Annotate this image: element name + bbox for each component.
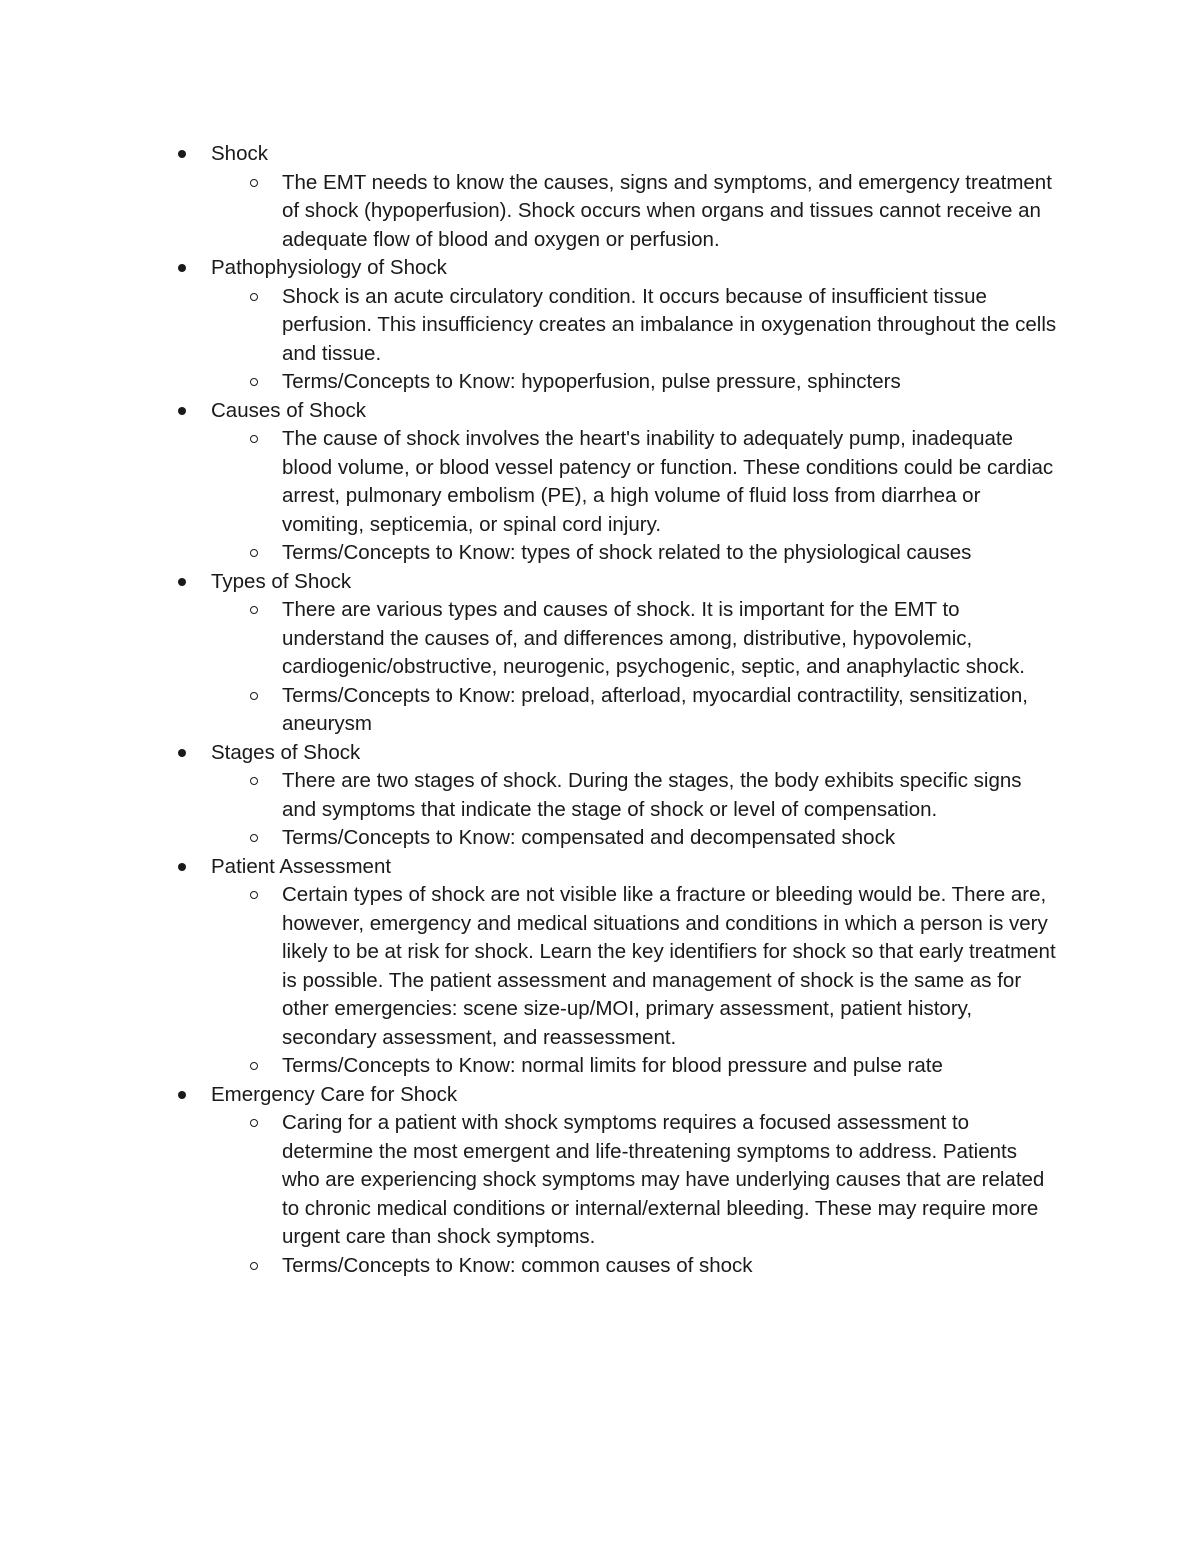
bullet-disc-icon — [178, 578, 186, 586]
bullet-circle-icon — [250, 777, 258, 785]
bullet-circle-icon — [250, 1062, 258, 1070]
topic-stages — [0, 739, 1200, 853]
topic-title: Pathophysiology of Shock — [211, 256, 447, 279]
list-item — [0, 596, 1200, 682]
bullet-disc-icon — [178, 407, 186, 415]
list-item — [0, 824, 1200, 853]
list-item-text: The cause of shock involves the heart's inability to adequately pump, inadequate blood volume, or blood vessel patency or function. These conditions could be cardiac arrest, pulmonary embolism (PE), a high volume of fluid loss from diarrhea or vomiting, septicemia, or spinal cord injury. — [282, 427, 1054, 536]
bullet-circle-icon — [250, 692, 258, 700]
subtopic-list — [0, 169, 1200, 255]
bullet-circle-icon — [250, 435, 258, 443]
list-item-text: Shock is an acute circulatory condition. It occurs because of insufficient tissue perfusion. This insufficiency creates an imbalance in oxygenation throughout the cells and tissue. — [282, 284, 1057, 365]
subtopic-list — [0, 425, 1200, 568]
bullet-circle-icon — [250, 834, 258, 842]
topic-title: Patient Assessment — [211, 854, 392, 878]
bullet-circle-icon — [250, 293, 258, 301]
bullet-disc-icon — [178, 749, 186, 757]
subtopic-list — [0, 767, 1200, 853]
list-item-text: Caring for a patient with shock symptoms requires a focused assessment to determine the most emergent and life-threatening symptoms to address. Patients who are experiencing shock symptoms may have underlying causes that are related to chronic medical conditions or internal/external bleeding. These may require more urgent care than shock symptoms. — [282, 1111, 1045, 1248]
bullet-disc-icon — [178, 150, 186, 158]
bullet-circle-icon — [250, 549, 258, 557]
topic-title: Stages of Shock — [211, 740, 361, 764]
list-item-text: There are two stages of shock. During the stages, the body exhibits specific signs and symptoms that indicate the stage of shock or level of compensation. — [282, 769, 1022, 821]
topic-patient-assessment — [0, 853, 1200, 1081]
topic-emergency-care — [0, 1081, 1200, 1281]
list-item — [0, 169, 1200, 255]
list-item-text: Certain types of shock are not visible like a fracture or bleeding would be. There are, however, emergency and medical situations and conditions in which a person is very likely to be at risk for shock. Learn the key identifiers for shock so that early treatment is possible. The patient assessment and management of shock is the same as for other emergencies: scene size-up/MOI, primary assessment, patient history, secondary assessment, and reassessment. — [282, 883, 1056, 1049]
subtopic-list — [0, 1109, 1200, 1280]
list-item — [0, 368, 1200, 397]
list-item — [0, 1109, 1200, 1252]
bullet-circle-icon — [250, 891, 258, 899]
list-item-text: Terms/Concepts to Know: preload, afterload, myocardial contractility, sensitization, aneurysm — [282, 683, 1028, 735]
bullet-circle-icon — [250, 1119, 258, 1127]
topic-types — [0, 568, 1200, 739]
topic-title: Causes of Shock — [211, 398, 366, 422]
bullet-circle-icon — [250, 1262, 258, 1270]
bullet-disc-icon — [178, 1091, 186, 1099]
list-item-text: Terms/Concepts to Know: normal limits for blood pressure and pulse rate — [282, 1054, 943, 1077]
list-item — [0, 767, 1200, 824]
bullet-circle-icon — [250, 378, 258, 386]
list-item — [0, 283, 1200, 369]
bullet-circle-icon — [250, 606, 258, 614]
topic-causes — [0, 397, 1200, 568]
list-item — [0, 539, 1200, 568]
list-item — [0, 682, 1200, 739]
document-page — [0, 140, 1200, 1280]
bullet-disc-icon — [178, 863, 186, 871]
list-item-text: Terms/Concepts to Know: compensated and decompensated shock — [282, 826, 896, 849]
topic-title: Shock — [211, 142, 268, 165]
topic-list — [0, 140, 1200, 1280]
list-item — [0, 881, 1200, 1052]
bullet-disc-icon — [178, 264, 186, 272]
list-item-text: Terms/Concepts to Know: types of shock related to the physiological causes — [282, 541, 972, 564]
list-item-text: Terms/Concepts to Know: hypoperfusion, pulse pressure, sphincters — [282, 370, 901, 393]
topic-title: Types of Shock — [211, 569, 352, 593]
bullet-circle-icon — [250, 179, 258, 187]
topic-shock — [0, 140, 1200, 254]
topic-pathophysiology — [0, 254, 1200, 397]
list-item-text: There are various types and causes of shock. It is important for the EMT to understand the causes of, and differences among, distributive, hypovolemic, cardiogenic/obstructive, neurogenic, psychogenic, septic, and anaphylactic shock. — [282, 598, 1025, 678]
list-item — [0, 1252, 1200, 1281]
subtopic-list — [0, 881, 1200, 1081]
list-item-text: Terms/Concepts to Know: common causes of shock — [282, 1253, 753, 1277]
subtopic-list — [0, 283, 1200, 397]
topic-title: Emergency Care for Shock — [211, 1082, 458, 1106]
list-item — [0, 1052, 1200, 1081]
list-item — [0, 425, 1200, 539]
subtopic-list — [0, 596, 1200, 739]
list-item-text: The EMT needs to know the causes, signs and symptoms, and emergency treatment of shock (hypoperfusion). Shock occurs when organs and tissues cannot receive an adequate flow of blood and oxygen or perfusion. — [282, 170, 1052, 251]
